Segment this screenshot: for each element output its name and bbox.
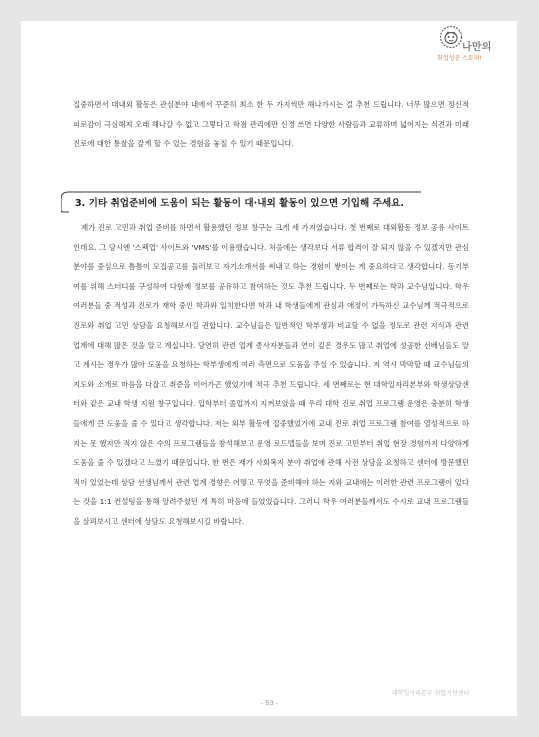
mascot-logo-icon bbox=[439, 25, 463, 49]
logo-title: 나만의 bbox=[462, 42, 492, 53]
intro-paragraph: 집중하면서 대내외 활동은 관심분야 내에서 꾸준히 최소 한 두 가지씩만 해나가시는 걸 추천 드립니다. 너무 많으면 정신적 피로감이 극심해져 오래 해나갈 수 없고 그렇다고 학점 관리에만 신경 쓰면 다양한 사람들과 교류하며 넓어지는 식견과 미래 진로에 대한 통찰을 갚게 할 수 있는 경험을 놓칠 수 있기 때문입니다. bbox=[73, 100, 469, 149]
page-number: - 53 - bbox=[260, 699, 279, 707]
section-heading: 3. 기타 취업준비에 도움이 되는 활동이 대·내외 활동이 있으면 기입해 주세요. bbox=[75, 198, 405, 209]
logo-subtitle: 취업성공 스토리! bbox=[437, 55, 482, 62]
section-heading-box bbox=[61, 191, 469, 213]
section-paragraph: 제가 진로 고민과 취업 준비를 하면서 활용했던 정보 창구는 크게 세 가지였습니다. 첫 번째로 대외활동 정보 공유 사이트인데요. 그 당시엔 '스펙업' 사이트와 'VMS'를 이용했습니다. 처음에는 생각보다 서류 합격이 잘 되지 않을 수 있겠지만 관심분야를 중심으로 틈틈이 모집공고를 둘러보고 자기소개서를 써내고 하는 경험이 쌓이는 게 중요하다고 생각합니다. 동기부여를 위해 스터디를 구성하여 다함께 정보를 공유하고 참여하는 것도 추천 드립니다. 두 번째로는 학과 교수님입니다. 학우 여러분들 중 적성과 진로가 재학 중인 학과와 일치한다면 학과 내 학생들에게 관심과 애정이 가득하신 교수님께 적극적으로 진로와 취업 고민 상담을 요청해보시길 권합니다. 교수님들은 일반적인 학부생과 비교할 수 없을 정도로 관련 지식과 관련 업계에 대해 많은 것을 알고 계십니다. 당연히 관련 업계 종사자분들과 연이 깊은 경우도 많고 취업에 성공한 선배님들도 알고 계시는 경우가 많아 도움을 요청하는 학부생에게 여러 측면으로 도움을 주실 수 있습니다. 저 역시 막막할 때 교수님들의 지도와 소개로 마음을 다잡고 취준을 이어가곤 했었기에 적극 추천 드립니다. 세 번째로는 현 대학일자리본부와 학생상담센터와 같은 교내 학생 지원 창구입니다. 입학부터 졸업까지 지켜보았을 때 우리 대학 진로 취업 프로그램 운영은 충분히 학생들에게 큰 도움을 줄 수 있다고 생각합니다. 저는 외부 활동에 집중했었기에 교내 진로 취업 프로그램 참여를 열성적으로 하지는 못 했지만 적지 않은 수의 프로그램들을 참석해보고 운영 로드맵들을 보며 진로 고민부터 취업 현장 경험까지 다양하게 도움을 줄 수 있겠다고 느꼈기 때문입니다. 한 번은 제가 사회복지 분야 취업에 관해 사전 상담을 요청하고 센터에 방문했던 적이 있었는데 상담 선생님께서 관련 업계 경향은 어떻고 무엇을 준비해야 하는 지와 교내에는 이러한 관련 프로그램이 있다는 것을 1:1 컨설팅을 통해 알려주셨던 게 특히 마음에 들었었습니다. 그러니 학우 여러분들께서도 수시로 교내 프로그램들을 살펴보시고 센터에 상담도 요청해보시길 바랍니다. bbox=[73, 223, 469, 526]
footer-organization: 대학일자리본부 취업지원센터 bbox=[392, 690, 470, 697]
header-logo bbox=[437, 25, 517, 65]
